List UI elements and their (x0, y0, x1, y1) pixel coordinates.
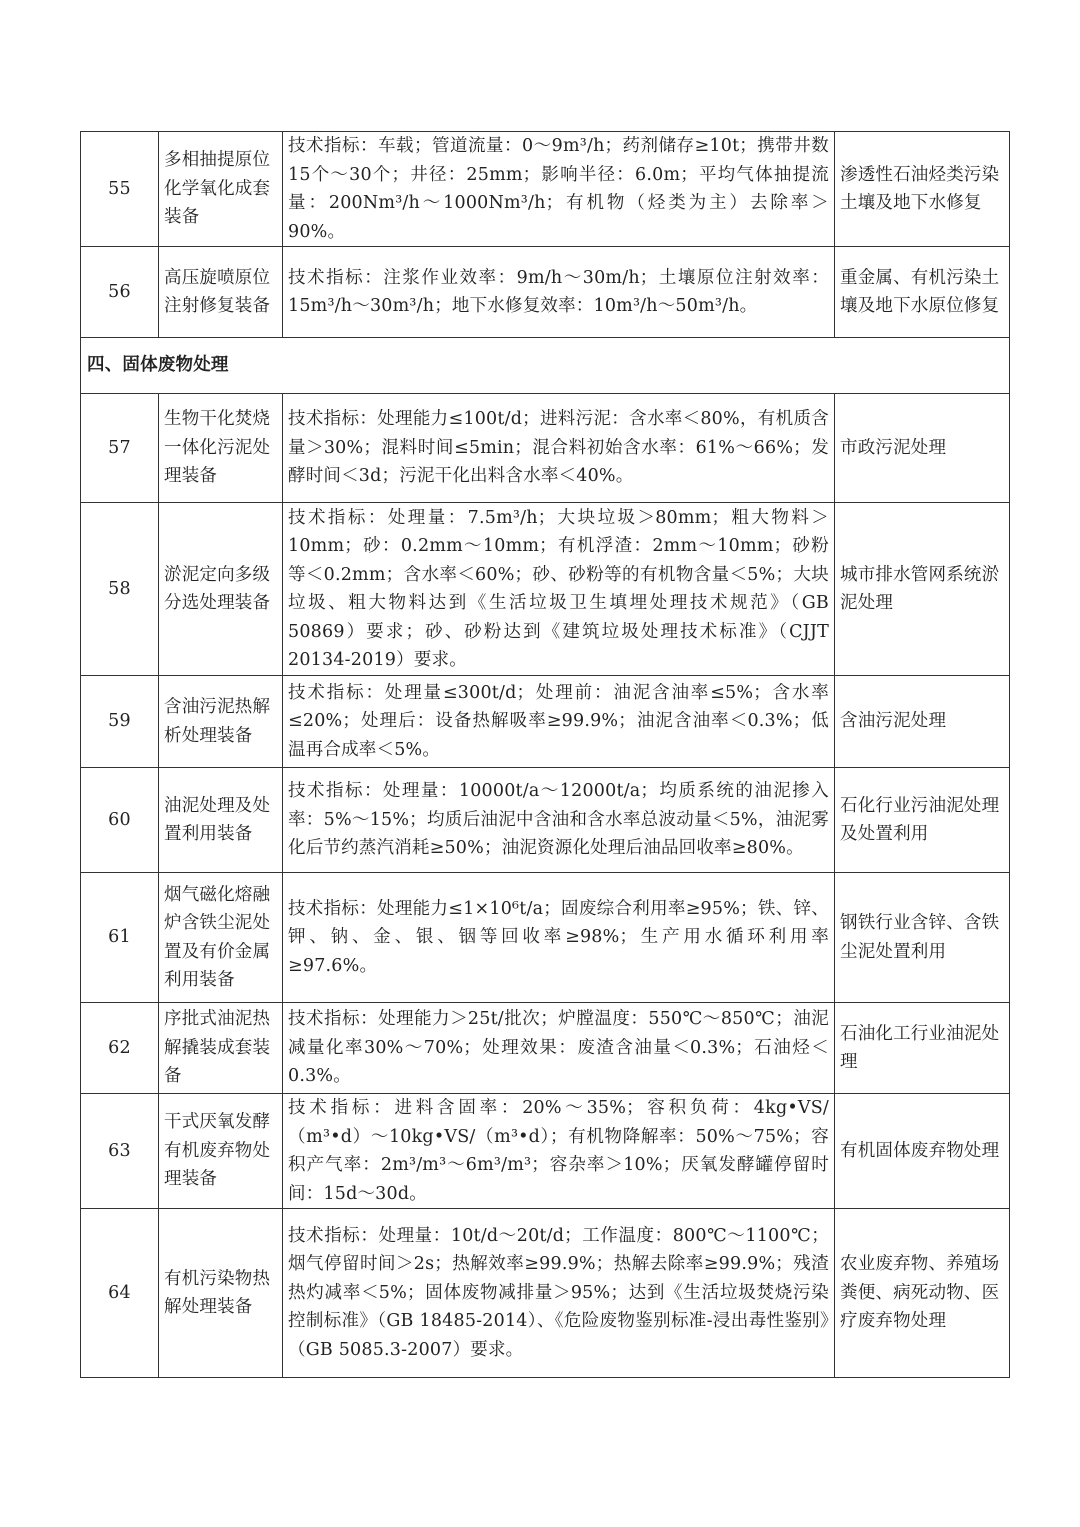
application-scope: 有机固体废弃物处理 (835, 1094, 1010, 1209)
equipment-name: 烟气磁化熔融炉含铁尘泥处置及有价金属利用装备 (159, 873, 283, 1003)
technical-spec: 技术指标：处理量≤300t/d；处理前：油泥含油率≤5%；含水率≤20%；处理后：设备热解吸率≥99.9%；油泥含油率＜0.3%；低温再合成率＜5%。 (283, 676, 835, 768)
technical-spec: 技术指标：处理能力＞25t/批次；炉膛温度：550℃～850℃；油泥减量化率30%～70%；处理效果：废渣含油量＜0.3%；石油烃＜0.3%。 (283, 1003, 835, 1094)
technical-spec: 技术指标：进料含固率：20%～35%；容积负荷：4kg•VS/（m³•d）～10kg•VS/（m³•d）；有机物降解率：50%～75%；容积产气率：2m³/m³～6m³/m³；容杂率＞10%；厌氧发酵罐停留时间：15d～30d。 (283, 1094, 835, 1209)
row-number: 56 (81, 247, 159, 338)
table-row (81, 768, 1010, 873)
technical-spec: 技术指标：处理能力≤100t/d；进料污泥：含水率＜80%，有机质含量＞30%；混料时间≤5min；混合料初始含水率：61%～66%；发酵时间＜3d；污泥干化出料含水率＜40%。 (283, 394, 835, 503)
row-number: 61 (81, 873, 159, 1003)
row-number: 64 (81, 1209, 159, 1378)
technical-spec: 技术指标：车载；管道流量：0～9m³/h；药剂储存≥10t；携带井数15个～30个；井径：25mm；影响半径：6.0m；平均气体抽提流量：200Nm³/h～1000Nm³/h；有机物（烃类为主）去除率＞90%。 (283, 132, 835, 247)
equipment-table (80, 131, 1010, 1378)
application-scope: 农业废弃物、养殖场粪便、病死动物、医疗废弃物处理 (835, 1209, 1010, 1378)
section-heading: 四、固体废物处理 (81, 338, 1010, 394)
table-row (81, 1209, 1010, 1378)
application-scope: 石化行业污油泥处理及处置利用 (835, 768, 1010, 873)
technical-spec: 技术指标：处理量：10000t/a～12000t/a；均质系统的油泥掺入率：5%～15%；均质后油泥中含油和含水率总波动量＜5%，油泥雾化后节约蒸汽消耗≥50%；油泥资源化处理后油品回收率≥80%。 (283, 768, 835, 873)
section-row (81, 338, 1010, 394)
table-row (81, 132, 1010, 247)
row-number: 62 (81, 1003, 159, 1094)
row-number: 60 (81, 768, 159, 873)
equipment-name: 生物干化焚烧一体化污泥处理装备 (159, 394, 283, 503)
equipment-name: 序批式油泥热解撬装成套装备 (159, 1003, 283, 1094)
table-row (81, 1003, 1010, 1094)
equipment-name: 高压旋喷原位注射修复装备 (159, 247, 283, 338)
row-number: 63 (81, 1094, 159, 1209)
equipment-name: 多相抽提原位化学氧化成套装备 (159, 132, 283, 247)
technical-spec: 技术指标：处理量：10t/d～20t/d；工作温度：800℃～1100℃；烟气停留时间＞2s；热解效率≥99.9%；热解去除率≥99.9%；残渣热灼减率＜5%；固体废物减排量＞95%；达到《生活垃圾焚烧污染控制标准》（GB 18485-2014）、《危险废物鉴别标准-浸出毒性鉴别》（GB 5085.3-2007）要求。 (283, 1209, 835, 1378)
equipment-name: 干式厌氧发酵有机废弃物处理装备 (159, 1094, 283, 1209)
application-scope: 市政污泥处理 (835, 394, 1010, 503)
technical-spec: 技术指标：处理量：7.5m³/h；大块垃圾＞80mm；粗大物料＞10mm；砂：0.2mm～10mm；有机浮渣：2mm～10mm；砂粉等＜0.2mm；含水率＜60%；砂、砂粉等的有机物含量＜5%；大块垃圾、粗大物料达到《生活垃圾卫生填埋处理技术规范》（GB 50869）要求；砂、砂粉达到《建筑垃圾处理技术标准》（CJJT 20134-2019）要求。 (283, 503, 835, 676)
row-number: 55 (81, 132, 159, 247)
table-row (81, 394, 1010, 503)
equipment-name: 有机污染物热解处理装备 (159, 1209, 283, 1378)
application-scope: 重金属、有机污染土壤及地下水原位修复 (835, 247, 1010, 338)
table-row (81, 1094, 1010, 1209)
application-scope: 钢铁行业含锌、含铁尘泥处置利用 (835, 873, 1010, 1003)
table-row (81, 873, 1010, 1003)
application-scope: 石油化工行业油泥处理 (835, 1003, 1010, 1094)
application-scope: 城市排水管网系统淤泥处理 (835, 503, 1010, 676)
row-number: 58 (81, 503, 159, 676)
table-row (81, 676, 1010, 768)
row-number: 57 (81, 394, 159, 503)
table-row (81, 247, 1010, 338)
technical-spec: 技术指标：注浆作业效率：9m/h～30m/h；土壤原位注射效率：15m³/h～30m³/h；地下水修复效率：10m³/h～50m³/h。 (283, 247, 835, 338)
application-scope: 含油污泥处理 (835, 676, 1010, 768)
row-number: 59 (81, 676, 159, 768)
equipment-name: 油泥处理及处置利用装备 (159, 768, 283, 873)
technical-spec: 技术指标：处理能力≤1×10⁶t/a；固废综合利用率≥95%；铁、锌、钾、钠、金、银、铟等回收率≥98%；生产用水循环利用率≥97.6%。 (283, 873, 835, 1003)
table-row (81, 503, 1010, 676)
application-scope: 渗透性石油烃类污染土壤及地下水修复 (835, 132, 1010, 247)
equipment-name: 含油污泥热解析处理装备 (159, 676, 283, 768)
equipment-name: 淤泥定向多级分选处理装备 (159, 503, 283, 676)
